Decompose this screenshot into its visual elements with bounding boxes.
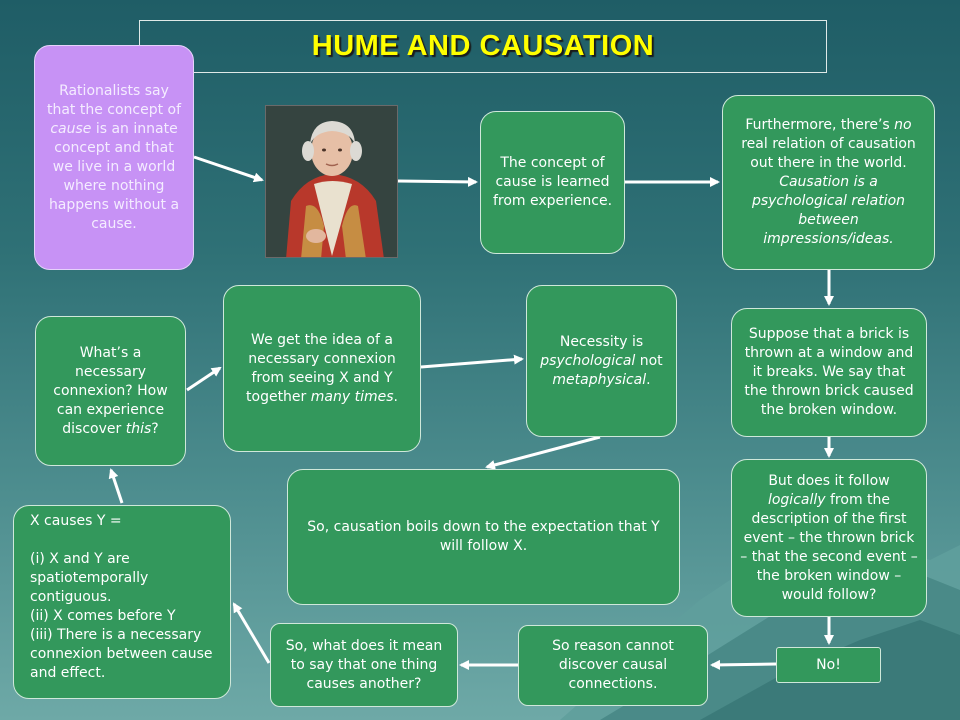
concept-learned-box [480,111,625,254]
what-mean-box [270,623,458,707]
brick-example-text: Suppose that a brick is thrown at a window and it breaks. We say that the thrown brick caused the broken window. [744,326,914,418]
concept-learned-text: The concept of cause is learned from experience. [492,155,613,209]
necessity-text: Necessity is psychological not metaphysical. [540,333,663,388]
necessary-connexion-question-box [35,316,186,466]
arrow-question-to-idea [187,368,220,390]
what-mean-text: So, what does it mean to say that one thing causes another? [285,637,443,692]
rationalists-text: Rationalists say that the concept of cause is an innate concept and that we live in a world where nothing happens without a cause. [46,82,182,232]
follow-logically-box [731,459,927,617]
arrow-mean-to-xcauses [234,604,269,663]
x-causes-y-box [13,505,231,699]
follow-logically-text: But does it follow logically from the description of the first event – the thrown brick – that the second event – the broken window – would follow? [740,472,918,603]
hume-portrait [265,105,398,258]
arrow-no-to-reason [712,664,776,665]
arrow-portrait-to-concept [398,181,476,182]
expectation-text: So, causation boils down to the expectation that Y will follow X. [307,519,660,554]
expectation-box [287,469,680,605]
furthermore-box [722,95,935,270]
no-text: No! [816,656,841,673]
necessary-connexion-question-text: What’s a necessary connexion? How can experience discover this? [53,344,168,437]
page-title: HUME AND CAUSATION [311,30,655,62]
reason-cannot-text: So reason cannot discover causal connections. [552,638,674,692]
brick-example-box [731,308,927,437]
arrow-necessity-to-expectation [487,437,600,467]
idea-connexion-text: We get the idea of a necessary connexion from seeing X and Y together many times. [246,331,398,405]
x-causes-y-text: X causes Y = (i) X and Y are spatiotemporally contiguous. (ii) X comes before Y (iii) There is a necessary connexion between cause and effect. [30,513,213,681]
necessity-box [526,285,677,437]
reason-cannot-box [518,625,708,706]
idea-connexion-box [223,285,421,452]
no-box [776,647,881,683]
rationalists-box [34,45,194,270]
arrow-xcauses-to-question [111,470,122,503]
arrow-idea-to-necessity [421,359,522,367]
furthermore-text: Furthermore, there’s no real relation of causation out there in the world. Causation is a psychological relation between impressions/ideas. [741,117,916,247]
arrow-rationalists-to-portrait [194,157,262,180]
